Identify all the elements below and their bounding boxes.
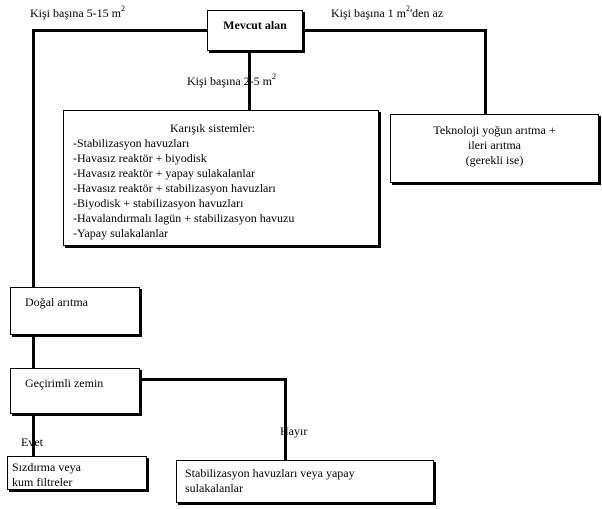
label-middle-branch — [187, 74, 276, 88]
natural-treatment-box — [10, 287, 140, 335]
label-no: Hayır — [280, 424, 308, 438]
connector-right-down — [484, 29, 487, 115]
technology-line-2: ileri arıtma — [468, 138, 521, 152]
stabilization-ponds-box — [176, 460, 434, 503]
connector-natural-to-ground — [32, 335, 35, 368]
mixed-systems-item: -Yapay sulakalanlar — [73, 226, 169, 240]
label-left-sup: 2 — [121, 4, 125, 13]
label-middle-text: Kişi başına 2-5 m — [187, 74, 272, 88]
mixed-systems-box — [63, 110, 379, 246]
infiltration-filters-box — [7, 456, 147, 490]
label-left-text: Kişi başına 5-15 m — [30, 6, 121, 20]
infiltration-filters-label: Sızdırma veya kum filtreler — [12, 460, 81, 489]
connector-left-top — [32, 29, 210, 32]
permeable-ground-box — [10, 368, 140, 414]
existing-area-box — [207, 10, 303, 51]
mixed-systems-item: -Biyodisk + stabilizasyon havuzları — [73, 196, 244, 210]
connector-left-down — [32, 29, 35, 287]
technology-line-1: Teknoloji yoğun arıtma + — [433, 123, 556, 137]
label-right-text: Kişi başına 1 m — [331, 6, 406, 20]
mixed-systems-item: -Havalandırmalı lagün + stabilizasyon havuzu — [73, 211, 295, 225]
connector-ground-right — [140, 378, 287, 381]
permeable-ground-label: Geçirimli zemin — [25, 376, 104, 390]
natural-treatment-label: Doğal arıtma — [25, 295, 88, 309]
mixed-systems-item: -Havasız reaktör + yapay sulakalanlar — [73, 166, 256, 180]
label-left-branch — [30, 6, 125, 20]
mixed-systems-item: -Havasız reaktör + biyodisk — [73, 151, 207, 165]
mixed-systems-title: Karışık sistemler: — [170, 121, 255, 135]
label-middle-sup: 2 — [272, 72, 276, 81]
connector-no-down — [284, 378, 287, 460]
label-right-sup: 2 — [406, 4, 410, 13]
mixed-systems-item: -Stabilizasyon havuzları — [73, 136, 190, 150]
label-right-suffix: 'den az — [410, 6, 444, 20]
mixed-systems-list — [73, 136, 378, 241]
technology-line-3: (gerekli ise) — [465, 153, 524, 167]
mixed-systems-item: -Havasız reaktör + stabilizasyon havuzları — [73, 181, 276, 195]
technology-box — [390, 114, 599, 183]
connector-right-top — [304, 29, 487, 32]
stabilization-ponds-label: Stabilizasyon havuzları veya yapay sulakalanlar — [185, 466, 355, 495]
existing-area-label: Mevcut alan — [223, 18, 287, 32]
label-yes: Evet — [21, 435, 43, 449]
label-right-branch — [331, 6, 443, 20]
